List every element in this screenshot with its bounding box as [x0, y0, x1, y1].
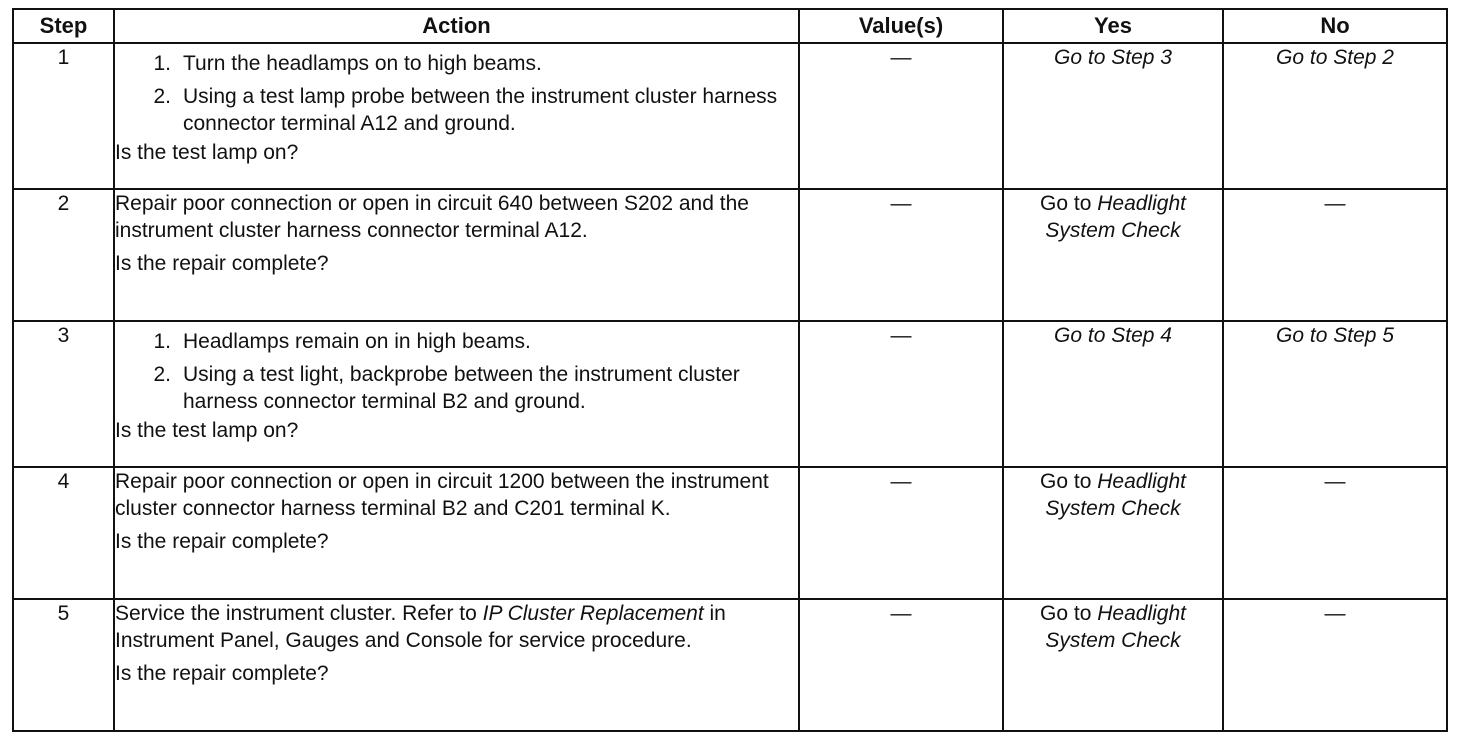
- step-number: 4: [13, 467, 114, 599]
- yes-result: [1003, 189, 1223, 321]
- yes-link[interactable]: Go to Step 3: [1054, 46, 1172, 69]
- question-text: Is the test lamp on?: [115, 419, 299, 442]
- yes-link[interactable]: Go to Step 4: [1054, 324, 1172, 347]
- yes-result: [1003, 321, 1223, 467]
- list-text: Headlamps remain on in high beams.: [183, 330, 531, 353]
- no-result: [1223, 43, 1447, 189]
- table-row: [13, 43, 1447, 189]
- action-text: [115, 600, 798, 654]
- value-dash: —: [799, 599, 1003, 731]
- question-text: Is the repair complete?: [115, 530, 329, 553]
- no-link[interactable]: Go to Step 2: [1276, 46, 1394, 69]
- list-number: 2.: [153, 363, 171, 386]
- table-row: [13, 467, 1447, 599]
- list-item: [115, 83, 798, 137]
- ip-cluster-replacement-link[interactable]: IP Cluster Replacement: [482, 602, 704, 625]
- table-row: [13, 599, 1447, 731]
- no-dash: —: [1223, 467, 1447, 599]
- yes-result: [1003, 599, 1223, 731]
- no-dash: —: [1223, 189, 1447, 321]
- header-yes: Yes: [1003, 9, 1223, 43]
- diagnostic-table: [12, 8, 1448, 732]
- list-item: [115, 50, 798, 77]
- action-cell: [114, 321, 799, 467]
- yes-result: [1003, 43, 1223, 189]
- action-text-b: in Instrument Panel, Gauges and Console for service procedure.: [115, 602, 726, 652]
- action-text: Repair poor connection or open in circuit 640 between S202 and the instrument cluster harness connector terminal A12.: [115, 192, 749, 242]
- action-list: [115, 328, 798, 415]
- action-cell: [114, 189, 799, 321]
- action-text: Repair poor connection or open in circuit 1200 between the instrument cluster connector harness terminal B2 and C201 terminal K.: [115, 470, 769, 520]
- yes-result: [1003, 467, 1223, 599]
- step-number: 5: [13, 599, 114, 731]
- list-number: 2.: [153, 85, 171, 108]
- action-text-a: Service the instrument cluster. Refer to: [115, 602, 477, 625]
- yes-prefix: Go to: [1040, 602, 1092, 625]
- yes-link[interactable]: Headlight System Check: [1045, 192, 1186, 242]
- value-dash: —: [799, 321, 1003, 467]
- value-dash: —: [799, 43, 1003, 189]
- yes-link[interactable]: Headlight System Check: [1045, 602, 1186, 652]
- header-no: No: [1223, 9, 1447, 43]
- step-number: 2: [13, 189, 114, 321]
- question-text: Is the repair complete?: [115, 662, 329, 685]
- yes-prefix: Go to: [1040, 192, 1092, 215]
- table-row: [13, 321, 1447, 467]
- no-link[interactable]: Go to Step 5: [1276, 324, 1394, 347]
- list-number: 1.: [153, 330, 171, 353]
- step-number: 3: [13, 321, 114, 467]
- list-text: Using a test light, backprobe between the instrument cluster harness connector terminal B2 and ground.: [183, 363, 740, 413]
- value-dash: —: [799, 467, 1003, 599]
- list-item: [115, 328, 798, 355]
- yes-prefix: Go to: [1040, 470, 1092, 493]
- list-number: 1.: [153, 52, 171, 75]
- header-step: Step: [13, 9, 114, 43]
- action-cell: [114, 467, 799, 599]
- header-values: Value(s): [799, 9, 1003, 43]
- header-action: Action: [114, 9, 799, 43]
- action-cell: [114, 599, 799, 731]
- step-number: 1: [13, 43, 114, 189]
- yes-link[interactable]: Headlight System Check: [1045, 470, 1186, 520]
- list-item: [115, 361, 798, 415]
- table-row: [13, 189, 1447, 321]
- action-cell: [114, 43, 799, 189]
- question-text: Is the test lamp on?: [115, 141, 299, 164]
- list-text: Using a test lamp probe between the instrument cluster harness connector terminal A12 and ground.: [183, 85, 778, 135]
- value-dash: —: [799, 189, 1003, 321]
- no-dash: —: [1223, 599, 1447, 731]
- no-result: [1223, 321, 1447, 467]
- action-list: [115, 50, 798, 137]
- header-row: [13, 9, 1447, 43]
- question-text: Is the repair complete?: [115, 252, 329, 275]
- list-text: Turn the headlamps on to high beams.: [183, 52, 542, 75]
